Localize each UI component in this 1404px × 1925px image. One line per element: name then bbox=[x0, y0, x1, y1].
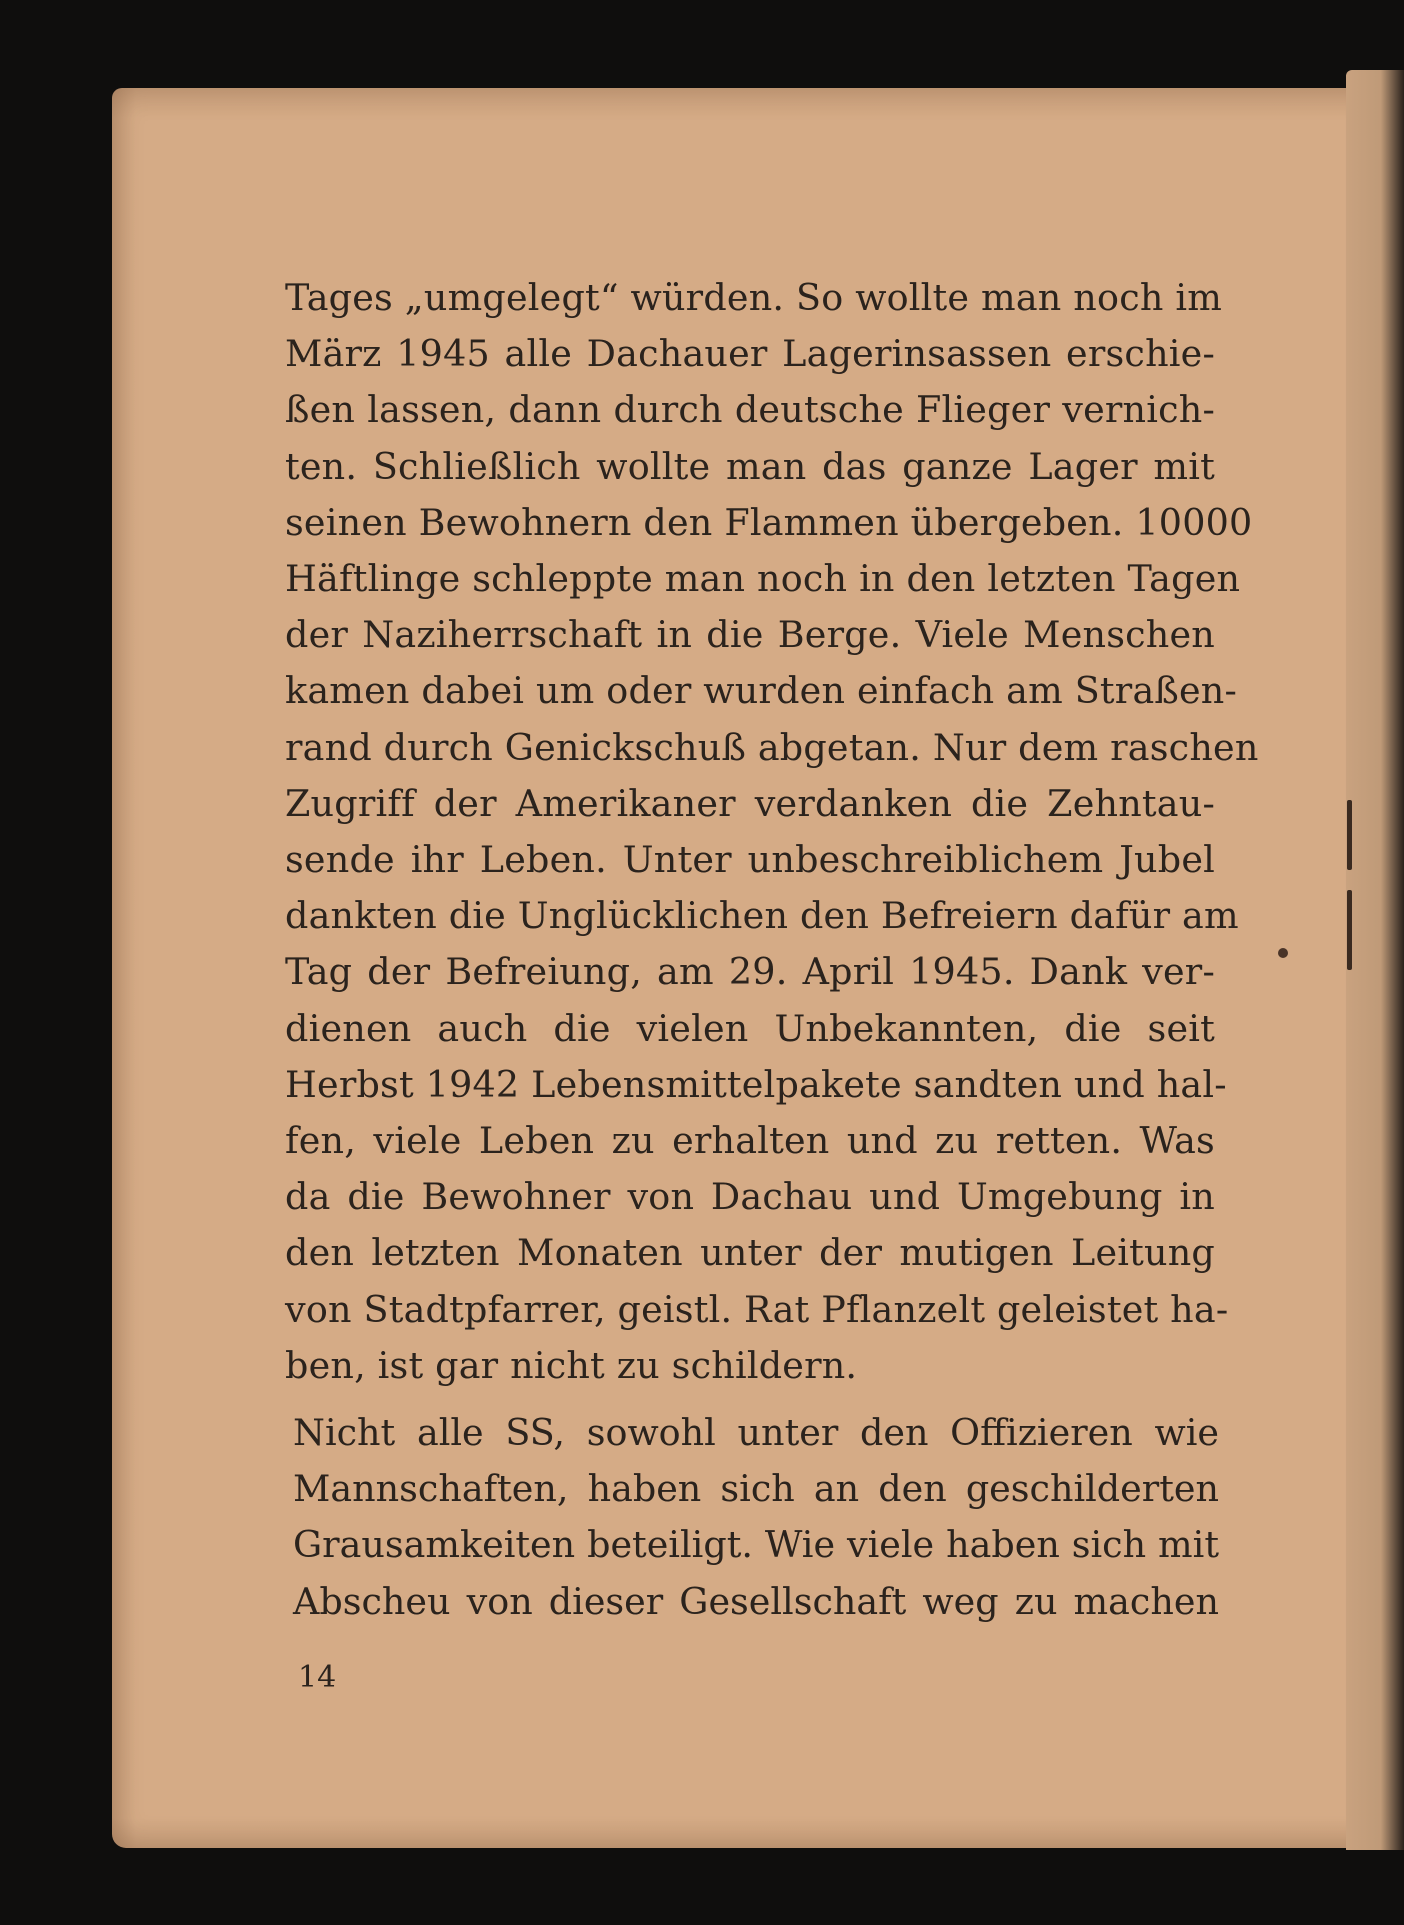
text-line: den letzten Monaten unter der mutigen Leitung bbox=[285, 1231, 1215, 1275]
ink-dot bbox=[1278, 948, 1288, 958]
text-line: ben, ist gar nicht zu schildern. bbox=[285, 1343, 858, 1387]
binding-mark bbox=[1347, 890, 1352, 970]
text-line: fen, viele Leben zu erhalten und zu retten. Was bbox=[285, 1119, 1215, 1163]
text-line: rand durch Genickschuß abgetan. Nur dem raschen bbox=[285, 725, 1259, 769]
text-line: Nicht alle SS, sowohl unter den Offizieren wie bbox=[293, 1411, 1219, 1454]
text-line: Zugriff der Amerikaner verdanken die Zehntau- bbox=[285, 781, 1215, 825]
text-line: von Stadtpfarrer, geistl. Rat Pflanzelt geleistet ha- bbox=[285, 1287, 1229, 1331]
text-line: Herbst 1942 Lebensmittelpakete sandten und hal- bbox=[285, 1062, 1227, 1106]
paragraph-1 bbox=[285, 270, 1259, 1394]
paragraph-2 bbox=[293, 1405, 1219, 1630]
text-line: ten. Schließlich wollte man das ganze Lager mit bbox=[285, 444, 1215, 488]
text-line: sende ihr Leben. Unter unbeschreiblichem Jubel bbox=[285, 838, 1215, 882]
binding-mark bbox=[1347, 800, 1352, 870]
text-line: Grausamkeiten beteiligt. Wie viele haben sich mit bbox=[293, 1523, 1219, 1567]
text-line: kamen dabei um oder wurden einfach am Straßen- bbox=[285, 669, 1238, 713]
text-line: Mannschaften, haben sich an den geschilderten bbox=[293, 1467, 1219, 1511]
text-line: März 1945 alle Dachauer Lagerinsassen erschie- bbox=[285, 332, 1215, 376]
text-line: da die Bewohner von Dachau und Umgebung in bbox=[285, 1175, 1215, 1219]
text-line: ßen lassen, dann durch deutsche Flieger vernich- bbox=[285, 388, 1215, 432]
page-edge bbox=[1346, 70, 1404, 1850]
text-line: Tag der Befreiung, am 29. April 1945. Dank ver- bbox=[285, 950, 1215, 994]
text-line: Abscheu von dieser Gesellschaft weg zu machen bbox=[293, 1579, 1219, 1623]
text-line: dankten die Unglücklichen den Befreiern dafür am bbox=[285, 894, 1239, 938]
text-line: seinen Bewohnern den Flammen übergeben. 10000 bbox=[285, 500, 1253, 544]
text-line: der Naziherrschaft in die Berge. Viele Menschen bbox=[285, 613, 1215, 657]
page-number: 14 bbox=[298, 1660, 337, 1695]
text-line: dienen auch die vielen Unbekannten, die seit bbox=[285, 1006, 1215, 1050]
text-line: Häftlinge schleppte man noch in den letzten Tagen bbox=[285, 557, 1241, 601]
text-line: Tages „umgelegt“ würden. So wollte man noch im bbox=[285, 276, 1223, 319]
